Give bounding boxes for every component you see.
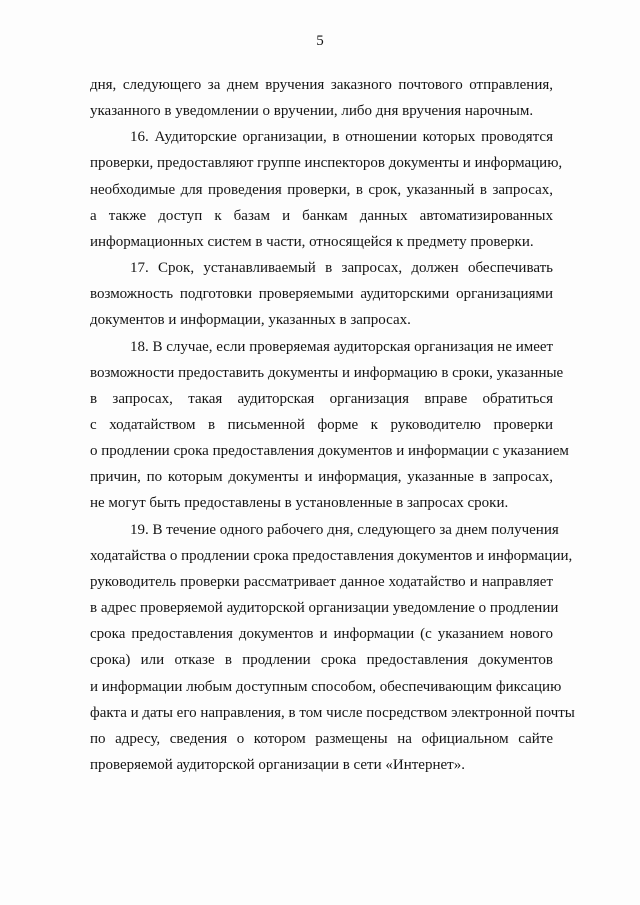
text-line: по адресу, сведения о котором размещены на официальном сайте — [90, 731, 553, 747]
text-line: проверяемой аудиторской организации в сети «Интернет». — [90, 757, 465, 773]
text-line: а также доступ к базам и банкам данных автоматизированных — [90, 208, 553, 224]
text-line: руководитель проверки рассматривает данное ходатайство и направляет — [90, 574, 553, 590]
text-line: указанного в уведомлении о вручении, либо дня вручения нарочным. — [90, 103, 534, 119]
paragraph-16-first-line: 16. Аудиторские организации, в отношении которых проводятся — [130, 129, 553, 145]
text-line: срока) или отказе в продлении срока предоставления документов — [90, 652, 553, 668]
paragraph-17-first-line: 17. Срок, устанавливаемый в запросах, должен обеспечивать — [130, 260, 553, 276]
paragraph-19-first-line: 19. В течение одного рабочего дня, следующего за днем получения — [130, 522, 559, 538]
text-line: ходатайства о продлении срока предоставления документов и информации, — [90, 548, 573, 564]
text-line: возможности предоставить документы и информацию в сроки, указанные — [90, 365, 564, 381]
text-line: причин, по которым документы и информация, указанные в запросах, — [90, 469, 553, 485]
text-line: и информации любым доступным способом, обеспечивающим фиксацию — [90, 679, 562, 695]
text-line: в адрес проверяемой аудиторской организации уведомление о продлении — [90, 600, 559, 616]
text-line: факта и даты его направления, в том числе посредством электронной почты — [90, 705, 575, 721]
text-line: в запросах, такая аудиторская организация вправе обратиться — [90, 391, 553, 407]
text-line: о продлении срока предоставления документов и информации с указанием — [90, 443, 569, 459]
text-line: документов и информации, указанных в запросах. — [90, 312, 411, 328]
text-line: не могут быть предоставлены в установленные в запросах сроки. — [90, 495, 509, 511]
paragraph-18-first-line: 18. В случае, если проверяемая аудиторская организация не имеет — [130, 339, 554, 355]
text-line: дня, следующего за днем вручения заказного почтового отправления, — [90, 77, 553, 93]
text-line: срока предоставления документов и информации (с указанием нового — [90, 626, 553, 642]
text-line: необходимые для проведения проверки, в срок, указанный в запросах, — [90, 182, 553, 198]
page-number: 5 — [316, 33, 324, 49]
text-line: с ходатайством в письменной форме к руководителю проверки — [90, 417, 553, 433]
text-line: проверки, предоставляют группе инспекторов документы и информацию, — [90, 155, 563, 171]
text-line: возможность подготовки проверяемыми аудиторскими организациями — [90, 286, 553, 302]
text-line: информационных систем в части, относящейся к предмету проверки. — [90, 234, 534, 250]
